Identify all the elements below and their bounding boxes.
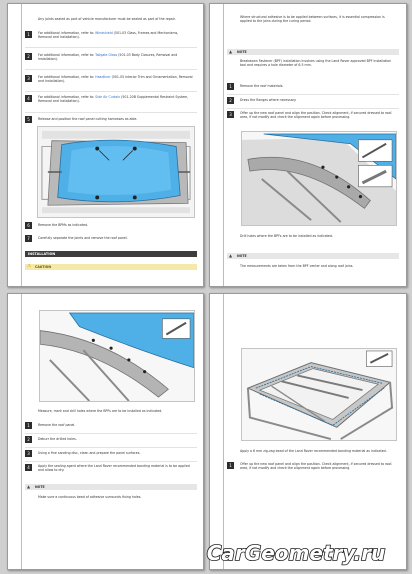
step-text: Dress the flanges where necessary. — [240, 98, 297, 102]
roof-removal-figure — [37, 126, 195, 218]
deburr-step — [25, 436, 195, 444]
remove-bpm-step — [25, 222, 195, 230]
step-text: Remove the BPMs as indicated. — [38, 223, 89, 227]
watermark-logo — [191, 540, 401, 566]
measure-text: Measure, mark and drill holes where the BPFs are to be installed as indicated. — [38, 409, 163, 413]
note-text: Make sure a continuous bead of adhesive surrounds fixing holes. — [38, 495, 142, 499]
step-number: 1 — [227, 83, 234, 90]
divider — [25, 461, 197, 462]
sealing-step — [25, 464, 195, 476]
ref-text: For additional information, refer to: Side Air Curtain (501-20B Supplemental Restraint System, Removal and Installation). — [38, 95, 189, 104]
caution-box — [25, 264, 197, 270]
step-text: Remove the roof materials. — [240, 84, 284, 88]
intro-text: Where structural adhesive is to be applied between surfaces, it is essential compression is applied to the joins during the curing period. — [240, 15, 385, 24]
margin-line — [21, 294, 22, 569]
roof-pillar-illustration — [40, 311, 194, 401]
sanding-step — [25, 450, 195, 458]
adhesive-bead-figure — [241, 348, 397, 441]
manual-page-3 — [7, 293, 204, 570]
step-number: 1 — [25, 31, 32, 38]
step-number: 2 — [25, 53, 32, 60]
ref-step-4 — [25, 95, 195, 106]
cargeometry-logo — [191, 540, 401, 566]
bell-icon: ▲ — [27, 484, 31, 489]
step-text: Carefully separate the joints and remove the roof panel. — [38, 236, 128, 240]
step-text: Remove the roof panel. — [38, 423, 76, 427]
divider — [25, 69, 197, 70]
note-label: NOTE — [237, 254, 247, 258]
step-number: 2 — [25, 436, 32, 443]
warning-icon: ⚠ — [27, 264, 32, 269]
note-label: NOTE — [237, 50, 247, 54]
measure-holes-figure — [39, 310, 195, 402]
caution-label: CAUTION — [35, 265, 52, 269]
step-text: Offer up the new roof panel and align the position. Check alignment, if secured dressed to roof-area, if not modify and check the alignment again before processing. — [240, 111, 393, 120]
ref-step-3 — [25, 75, 195, 86]
manual-page-1 — [7, 3, 204, 287]
drill-holes-text: Drill holes where the BPFs are to be installed as indicated. — [240, 234, 333, 238]
dress-flanges-step — [227, 97, 397, 105]
watermark-text: CarGeometry.ru — [206, 541, 386, 565]
roof-frame-illustration — [242, 349, 396, 440]
step-number: 2 — [227, 97, 234, 104]
note-box-2 — [227, 253, 399, 259]
step-number: 7 — [25, 235, 32, 242]
remove-roof-step — [25, 422, 195, 430]
step-text: Offer up the new roof panel and align the position. Check alignment, if secured dressed to roof-area, if not modify and check the alignment again before processing. — [240, 462, 393, 471]
divider — [25, 112, 197, 113]
note-text-2: The measurements are taken from the BPF center and along roof joins. — [240, 264, 354, 268]
step-number: 1 — [25, 422, 32, 429]
step-text: Release and position the roof panel cutting harnesses as able. — [38, 117, 138, 121]
step-text: Using a fine sanding disc, clean and prepare the panel surfaces. — [38, 451, 141, 455]
ref-text: For additional information, refer to: Windshield (501-03 Glass, Frames and Mechanisms, Removal and Installation). — [38, 31, 179, 40]
divider — [25, 433, 197, 434]
offer-up-step — [227, 462, 397, 476]
step-number: 3 — [25, 450, 32, 457]
step-text: Deburr the drilled holes. — [38, 437, 77, 441]
step-number: 4 — [25, 95, 32, 102]
offer-up-step — [227, 111, 397, 125]
margin-line — [223, 294, 224, 569]
divider — [227, 94, 399, 95]
step-number: 5 — [25, 116, 32, 123]
ref-text: For additional information, refer to: Tailgate Glass (501-03 Body Closures, Removal and Installation). — [38, 53, 178, 62]
step-text: Apply the sealing agent where the Land Rover recommended bonding material is to be applied and allow to dry. — [38, 464, 190, 473]
step-number: 1 — [227, 462, 234, 469]
remove-roof-materials-step — [227, 83, 397, 91]
separate-step — [25, 235, 195, 243]
step-number: 3 — [25, 75, 32, 82]
margin-line — [223, 4, 224, 286]
bell-icon: ▲ — [229, 253, 233, 258]
bell-icon: ▲ — [229, 49, 233, 54]
roof-illustration — [38, 127, 194, 217]
ref-step-1 — [25, 31, 195, 42]
installation-header: INSTALLATION — [25, 251, 197, 257]
manual-page-4 — [206, 293, 407, 570]
divider — [25, 47, 197, 48]
intro-text: Any joints sealed as part of vehicle manufacturer must be sealed as part of the repair. — [38, 17, 176, 21]
note-box — [227, 49, 399, 55]
adhesive-text: Apply a 6 mm zig-zag bead of the Land Rover recommended bonding material as indicated. — [240, 449, 387, 453]
step-number: 3 — [227, 111, 234, 118]
roof-side-illustration — [242, 132, 396, 225]
divider — [25, 447, 197, 448]
manual-page-2 — [209, 3, 407, 287]
ref-step-2 — [25, 53, 195, 64]
divider — [25, 91, 197, 92]
step-number: 4 — [25, 464, 32, 471]
note-text: Breakdown Fastener (BPF) installation involves using the Land Rover approved BPF installation tool and requires a hole diameter of 6.5 mm. — [240, 59, 392, 68]
release-step — [25, 116, 195, 124]
ref-link-windshield[interactable]: Windshield — [95, 31, 113, 35]
note-label: NOTE — [35, 485, 45, 489]
ref-text: For additional information, refer to: Headliner (501-05 Interior Trim and Ornamentation, Removal and Installation). — [38, 75, 193, 84]
divider — [227, 108, 399, 109]
ref-link-headliner[interactable]: Headliner — [95, 75, 111, 79]
note-box — [25, 484, 197, 490]
drill-holes-figure — [241, 131, 397, 226]
ref-link-side-air-curtain[interactable]: Side Air Curtain — [95, 95, 121, 99]
step-number: 6 — [25, 222, 32, 229]
margin-line — [21, 4, 22, 286]
ref-link-tailgate-glass[interactable]: Tailgate Glass — [95, 53, 118, 57]
